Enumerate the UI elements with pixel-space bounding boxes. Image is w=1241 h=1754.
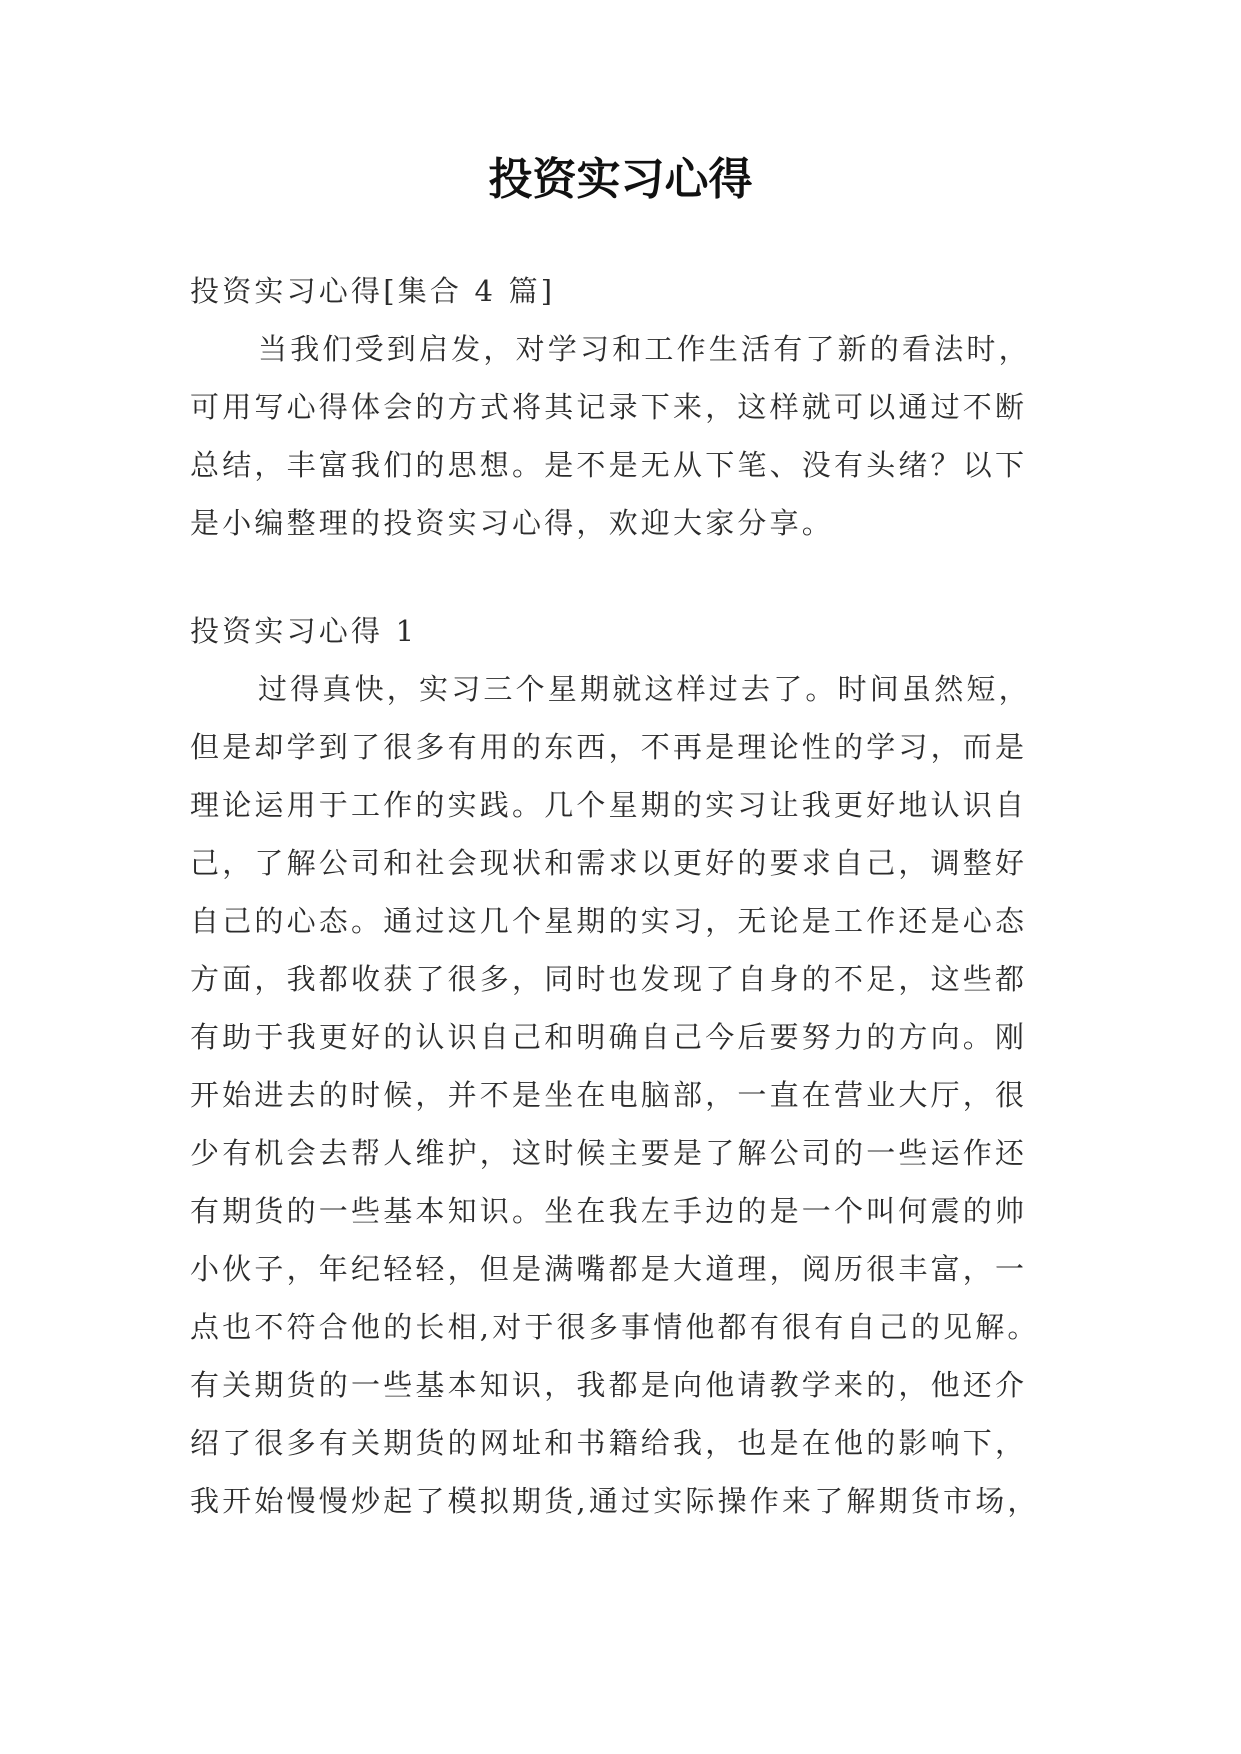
document-body — [190, 262, 1070, 1530]
section-heading: 投资实习心得 1 — [190, 614, 418, 648]
intro-line: 当我们受到启发，对学习和工作生活有了新的看法时， — [258, 332, 1031, 366]
section-line: 但是却学到了很多有用的东西，不再是理论性的学习，而是 — [190, 730, 1028, 764]
section-line: 己，了解公司和社会现状和需求以更好的要求自己，调整好 — [190, 846, 1028, 880]
paragraph-gap — [190, 552, 1070, 602]
section-line: 点也不符合他的长相,对于很多事情他都有很有自己的见解。 — [190, 1310, 1040, 1344]
section-line: 方面，我都收获了很多，同时也发现了自身的不足，这些都 — [190, 962, 1028, 996]
section-line: 绍了很多有关期货的网址和书籍给我，也是在他的影响下， — [190, 1426, 1028, 1460]
section-line: 少有机会去帮人维护，这时候主要是了解公司的一些运作还 — [190, 1136, 1028, 1170]
section-line: 有关期货的一些基本知识，我都是向他请教学来的，他还介 — [190, 1368, 1028, 1402]
section-line: 自己的心态。通过这几个星期的实习，无论是工作还是心态 — [190, 904, 1028, 938]
section-paragraph — [190, 660, 1070, 1530]
section-line: 开始进去的时候，并不是坐在电脑部，一直在营业大厅，很 — [190, 1078, 1028, 1112]
document-title: 投资实习心得 — [488, 154, 753, 205]
intro-line: 是小编整理的投资实习心得，欢迎大家分享。 — [190, 506, 835, 540]
intro-line: 可用写心得体会的方式将其记录下来，这样就可以通过不断 — [190, 390, 1028, 424]
intro-line: 总结，丰富我们的思想。是不是无从下笔、没有头绪？以下 — [190, 448, 1028, 482]
document-subtitle: 投资实习心得[集合 4 篇] — [190, 274, 556, 308]
section-line: 过得真快，实习三个星期就这样过去了。时间虽然短， — [258, 672, 1031, 706]
section-line: 我开始慢慢炒起了模拟期货,通过实际操作来了解期货市场， — [190, 1484, 1040, 1518]
section-line: 小伙子，年纪轻轻，但是满嘴都是大道理，阅历很丰富，一 — [190, 1252, 1028, 1286]
intro-paragraph — [190, 320, 1070, 552]
section-line: 理论运用于工作的实践。几个星期的实习让我更好地认识自 — [190, 788, 1028, 822]
section-line: 有助于我更好的认识自己和明确自己今后要努力的方向。刚 — [190, 1020, 1028, 1054]
section-line: 有期货的一些基本知识。坐在我左手边的是一个叫何震的帅 — [190, 1194, 1028, 1228]
